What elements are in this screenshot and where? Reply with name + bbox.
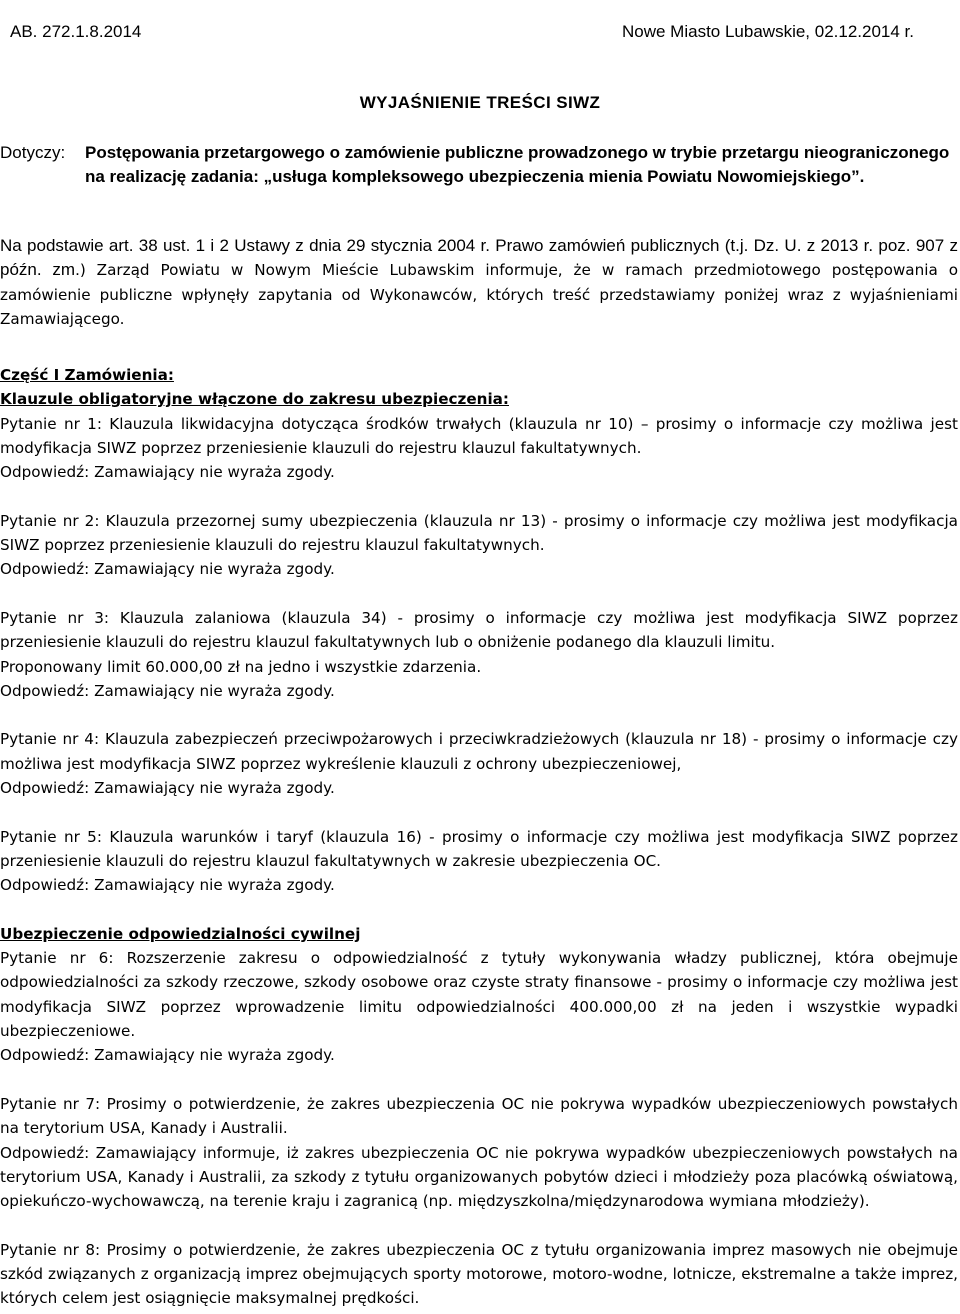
spacer — [0, 703, 958, 727]
question-6: Pytanie nr 6: Rozszerzenie zakresu o odpowiedzialność z tytuły wykonywania władzy publicznej, która obejmuje odpowiedzialności za szkody rzeczowe, szkody osobowe oraz czyste straty finansowe - prosimy o informacje czy możliwa jest modyfikacja SIWZ poprzez wprowadzenie limitu odpowiedzialności 400.000,00 zł na jeden i wszystkie wypadki ubezpieczeniowe. — [0, 949, 958, 1041]
intro-statement: ) Zarząd Powiatu w Nowym Mieście Lubawskim informuje, że w ramach przedmiotowego postępowania o zamówienie publiczne wpłynęły zapytania od Wykonawców, których treść przedstawiamy poniżej wraz z wyjaśnieniami Zamawiającego. — [0, 261, 958, 328]
section-heading-oc: Ubezpieczenie odpowiedzialności cywilnej — [0, 924, 361, 943]
intro-paragraph — [0, 234, 958, 331]
answer-6: Odpowiedź: Zamawiający nie wyraża zgody. — [0, 1046, 335, 1065]
subject-text: Postępowania przetargowego o zamówienie publiczne prowadzonego w trybie przetargu nieograniczonego na realizację zadania: „usługa kompleksowego ubezpieczenia mienia Powiatu Nowomiejskiego”. — [85, 143, 950, 186]
answer-1: Odpowiedź: Zamawiający nie wyraża zgody. — [0, 463, 335, 482]
question-7: Pytanie nr 7: Prosimy o potwierdzenie, że zakres ubezpieczenia OC nie pokrywa wypadków ubezpieczeniowych powstałych na terytorium USA, Kanady i Australii. — [0, 1094, 958, 1138]
questions-body — [0, 363, 958, 1311]
part-subheading: Klauzule obligatoryjne włączone do zakresu ubezpieczenia: — [0, 390, 509, 409]
reference-number: AB. 272.1.8.2014 — [10, 22, 142, 41]
spacer — [0, 800, 958, 824]
intro-legal-basis: Na podstawie art. 38 ust. 1 i 2 Ustawy z dnia 29 stycznia 2004 r. Prawo zamówień publicznych (t.j. Dz. U. z 2013 r. poz. 907 z późn. zm. — [0, 236, 958, 280]
question-4: Pytanie nr 4: Klauzula zabezpieczeń przeciwpożarowych i przeciwkradzieżowych (klauzula nr 18) - prosimy o informacje czy możliwa jest modyfikacja SIWZ poprzez wykreślenie klauzuli z ochrony ubezpieczeniowej, — [0, 730, 958, 773]
question-2: Pytanie nr 2: Klauzula przezornej sumy ubezpieczenia (klauzula nr 13) - prosimy o informacje czy możliwa jest modyfikacja SIWZ poprzez przeniesienie klauzuli do rejestru klauzul fakultatywnych. — [0, 511, 958, 555]
answer-4: Odpowiedź: Zamawiający nie wyraża zgody. — [0, 779, 335, 798]
question-3-limit: Proponowany limit 60.000,00 zł na jedno i wszystkie zdarzenia. — [0, 657, 482, 676]
place-and-date: Nowe Miasto Lubawskie, 02.12.2014 r. — [622, 22, 915, 41]
part-heading: Część I Zamówienia: — [0, 366, 174, 384]
spacer — [0, 898, 958, 922]
answer-2: Odpowiedź: Zamawiający nie wyraża zgody. — [0, 560, 335, 579]
subject-label: Dotyczy: — [0, 143, 66, 162]
question-1: Pytanie nr 1: Klauzula likwidacyjna dotycząca środków trwałych (klauzula nr 10) – prosimy o informacje czy możliwa jest modyfikacja SIWZ poprzez przeniesienie klauzuli do rejestru klauzul fakultatywnych. — [0, 414, 958, 457]
spacer — [0, 484, 958, 508]
answer-3: Odpowiedź: Zamawiający nie wyraża zgody. — [0, 681, 335, 700]
question-3: Pytanie nr 3: Klauzula zalaniowa (klauzula 34) - prosimy o informacje czy możliwa jest modyfikacja SIWZ poprzez przeniesienie klauzuli do rejestru klauzul fakultatywnych lub o obniżenie podanego dla klauzuli limitu. — [0, 608, 958, 652]
document-title: WYJAŚNIENIE TREŚCI SIWZ — [359, 93, 601, 112]
spacer — [0, 1213, 958, 1237]
question-5: Pytanie nr 5: Klauzula warunków i taryf (klauzula 16) - prosimy o informacje czy możliwa jest modyfikacja SIWZ poprzez przeniesienie klauzuli do rejestru klauzul fakultatywnych w zakresie ubezpieczenia OC. — [0, 827, 958, 870]
spacer — [0, 1068, 958, 1092]
question-8: Pytanie nr 8: Prosimy o potwierdzenie, że zakres ubezpieczenia OC z tytułu organizowania imprez masowych nie obejmuje szkód związanych z organizacją imprez obejmujących sporty motorowe, motoro-wodne, lotnicze, ekstremalne a także imprez, których celem jest osiągnięcie maksymalnej prędkości. — [0, 1240, 958, 1308]
answer-7: Odpowiedź: Zamawiający informuje, iż zakres ubezpieczenia OC nie pokrywa wypadków ubezpieczeniowych powstałych na terytorium USA, Kanady i Australii, za szkody z tytułu organizowanych pobytów dzieci i młodzieży poza placówką oświatową, opiekuńczo-wychowawczą, na terenie kraju i zagranicą (np. międzyszkolna/międzynarodowa wymiana młodzieży). — [0, 1143, 958, 1211]
spacer — [0, 582, 958, 606]
answer-5: Odpowiedź: Zamawiający nie wyraża zgody. — [0, 876, 335, 895]
